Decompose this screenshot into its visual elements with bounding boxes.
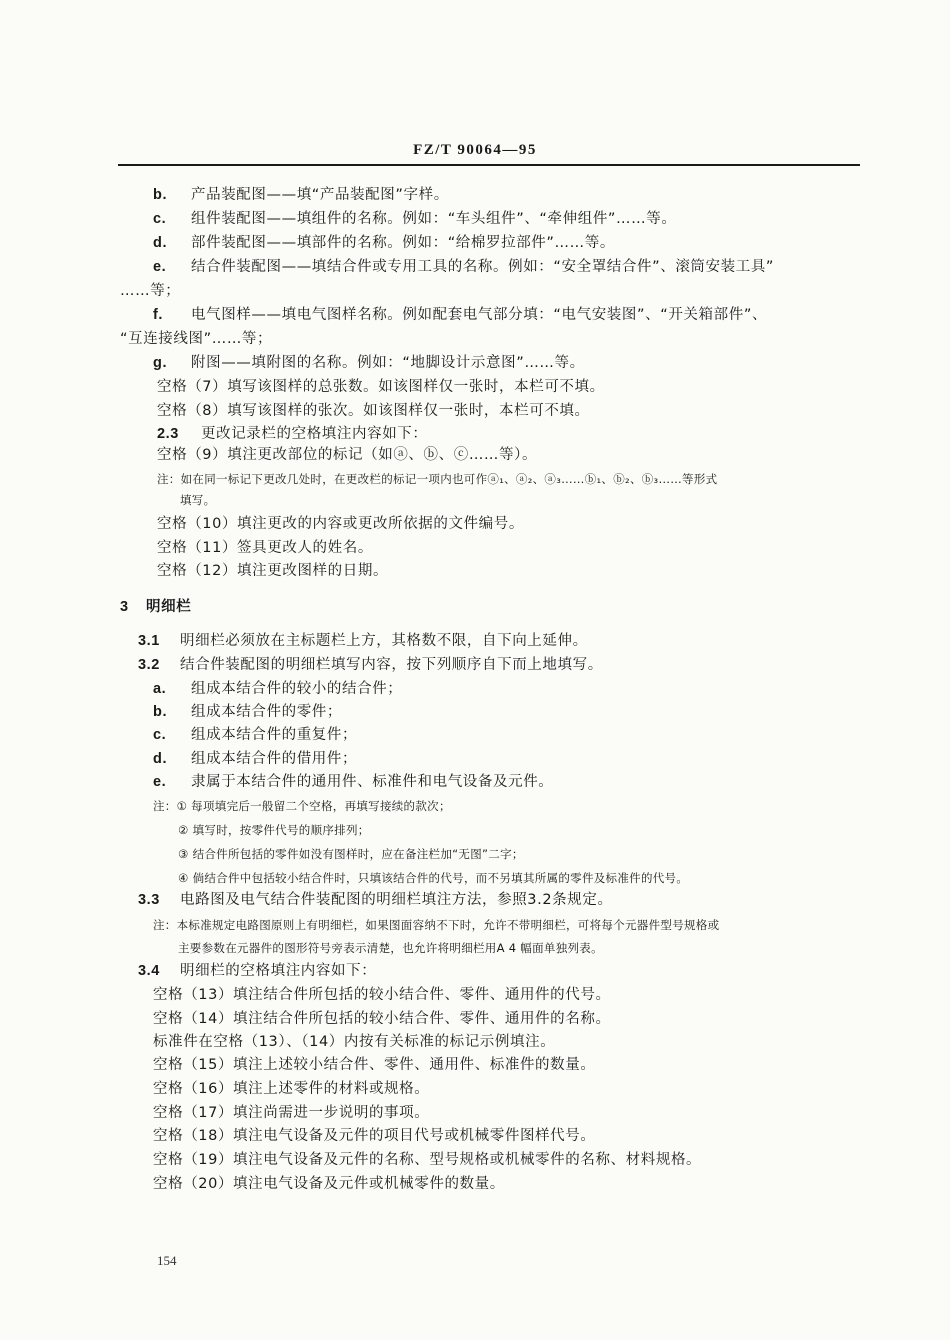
section-3-heading bbox=[120, 598, 191, 616]
note-detail-2: ② 填写时，按零件代号的顺序排列； bbox=[178, 823, 370, 837]
item-label: b. bbox=[153, 704, 168, 720]
item-label: e. bbox=[153, 774, 167, 790]
item-text: 产品装配图——填“产品装配图”字样。 bbox=[191, 187, 449, 203]
space-10: 空格（10）填注更改的内容或更改所依据的文件编号。 bbox=[157, 516, 524, 532]
item-f-continuation: “互连接线图”……等； bbox=[120, 331, 273, 347]
item-label: g. bbox=[153, 355, 168, 371]
note-change-marks: 注：如在同一标记下更改几处时，在更改栏的标记一项内也可作ⓐ₁、ⓐ₂、ⓐ₃……ⓑ₁、ⓑ₂、ⓑ₃……等形式 bbox=[157, 472, 718, 486]
space-18: 空格（18）填注电气设备及元件的项目代号或机械零件图样代号。 bbox=[153, 1128, 596, 1144]
clause-number: 2.3 bbox=[157, 426, 179, 442]
header-rule bbox=[118, 164, 860, 166]
page-number: 154 bbox=[157, 1253, 177, 1268]
section-number: 3 bbox=[120, 599, 129, 615]
item-text: 隶属于本结合件的通用件、标准件和电气设备及元件。 bbox=[191, 774, 554, 790]
space-13: 空格（13）填注结合件所包括的较小结合件、零件、通用件的代号。 bbox=[153, 987, 611, 1003]
document-header: FZ/T 90064—95 bbox=[413, 142, 537, 158]
clause-number: 3.3 bbox=[138, 892, 160, 908]
note-detail-1: 注：① 每项填完后一般留二个空格，再填写接续的款次； bbox=[153, 799, 451, 813]
item-label: e. bbox=[153, 259, 167, 275]
item-text: 组成本结合件的重复件； bbox=[191, 727, 358, 743]
item-text: 电气图样——填电气图样名称。例如配套电气部分填：“电气安装图”、“开关箱部件”、 bbox=[191, 307, 768, 323]
clause-text: 更改记录栏的空格填注内容如下： bbox=[201, 426, 428, 442]
note-circuit-continuation: 主要参数在元器件的图形符号旁表示清楚，也允许将明细栏用A 4 幅面单独列表。 bbox=[178, 941, 603, 955]
clause-text: 明细栏的空格填注内容如下： bbox=[180, 963, 377, 979]
clause-3-4 bbox=[138, 962, 376, 980]
note-change-marks-continuation: 填写。 bbox=[180, 493, 216, 507]
space-7: 空格（7）填写该图样的总张数。如该图样仅一张时，本栏可不填。 bbox=[157, 379, 605, 395]
item-e-continuation: ……等； bbox=[120, 283, 181, 299]
space-9: 空格（9）填注更改部位的标记（如ⓐ、ⓑ、ⓒ……等）。 bbox=[157, 447, 538, 463]
item-label: d. bbox=[153, 751, 168, 767]
space-19: 空格（19）填注电气设备及元件的名称、型号规格或机械零件的名称、材料规格。 bbox=[153, 1152, 702, 1168]
item-c bbox=[153, 210, 676, 228]
item-label: f. bbox=[153, 307, 164, 323]
space-20: 空格（20）填注电气设备及元件或机械零件的数量。 bbox=[153, 1176, 505, 1192]
item-label: c. bbox=[153, 727, 167, 743]
item-text: 附图——填附图的名称。例如：“地脚设计示意图”……等。 bbox=[191, 355, 585, 371]
clause-number: 3.1 bbox=[138, 633, 160, 649]
clause-text: 明细栏必须放在主标题栏上方，其格数不限，自下向上延伸。 bbox=[180, 633, 588, 649]
item-text: 部件装配图——填部件的名称。例如：“给棉罗拉部件”……等。 bbox=[191, 235, 615, 251]
clause-3-3 bbox=[138, 891, 613, 909]
note-detail-4: ④ 倘结合件中包括较小结合件时，只填该结合件的代号，而不另填其所属的零件及标准件的代号。 bbox=[178, 871, 689, 885]
item-text: 组成本结合件的零件； bbox=[191, 704, 342, 720]
item-g bbox=[153, 354, 585, 372]
item-b2 bbox=[153, 703, 342, 721]
clause-3-2 bbox=[138, 656, 603, 674]
clause-text: 结合件装配图的明细栏填写内容，按下列顺序自下而上地填写。 bbox=[180, 657, 603, 673]
item-c2 bbox=[153, 726, 357, 744]
item-e bbox=[153, 258, 774, 276]
note-circuit: 注：本标准规定电路图原则上有明细栏，如果图面容纳不下时，允许不带明细栏，可将每个元器件型号规格或 bbox=[153, 918, 720, 932]
space-15: 空格（15）填注上述较小结合件、零件、通用件、标准件的数量。 bbox=[153, 1057, 596, 1073]
clause-2-3 bbox=[157, 425, 428, 443]
clause-3-1 bbox=[138, 632, 588, 650]
space-12: 空格（12）填注更改图样的日期。 bbox=[157, 563, 389, 579]
clause-text: 电路图及电气结合件装配图的明细栏填注方法，参照3.2条规定。 bbox=[180, 892, 613, 908]
item-text: 组成本结合件的借用件； bbox=[191, 751, 358, 767]
section-title: 明细栏 bbox=[146, 599, 192, 615]
item-label: a. bbox=[153, 681, 167, 697]
item-d bbox=[153, 234, 615, 252]
space-11: 空格（11）签具更改人的姓名。 bbox=[157, 540, 373, 556]
item-b bbox=[153, 186, 449, 204]
space-16: 空格（16）填注上述零件的材料或规格。 bbox=[153, 1081, 430, 1097]
item-e2 bbox=[153, 773, 553, 791]
item-text: 结合件装配图——填结合件或专用工具的名称。例如：“安全罩结合件”、滚筒安装工具” bbox=[191, 259, 775, 275]
clause-number: 3.2 bbox=[138, 657, 160, 673]
space-8: 空格（8）填写该图样的张次。如该图样仅一张时，本栏可不填。 bbox=[157, 403, 590, 419]
item-a2 bbox=[153, 680, 402, 698]
space-14: 空格（14）填注结合件所包括的较小结合件、零件、通用件的名称。 bbox=[153, 1011, 611, 1027]
clause-number: 3.4 bbox=[138, 963, 160, 979]
item-label: d. bbox=[153, 235, 168, 251]
space-17: 空格（17）填注尚需进一步说明的事项。 bbox=[153, 1105, 430, 1121]
standard-parts-note: 标准件在空格（13）、（14）内按有关标准的标记示例填注。 bbox=[153, 1034, 556, 1050]
item-text: 组件装配图——填组件的名称。例如：“车头组件”、“牵伸组件”……等。 bbox=[191, 211, 677, 227]
item-text: 组成本结合件的较小的结合件； bbox=[191, 681, 403, 697]
item-label: b. bbox=[153, 187, 168, 203]
item-label: c. bbox=[153, 211, 167, 227]
item-f bbox=[153, 306, 767, 324]
item-d2 bbox=[153, 750, 357, 768]
note-detail-3: ③ 结合件所包括的零件如没有图样时，应在备注栏加“无图”二字； bbox=[178, 847, 524, 861]
